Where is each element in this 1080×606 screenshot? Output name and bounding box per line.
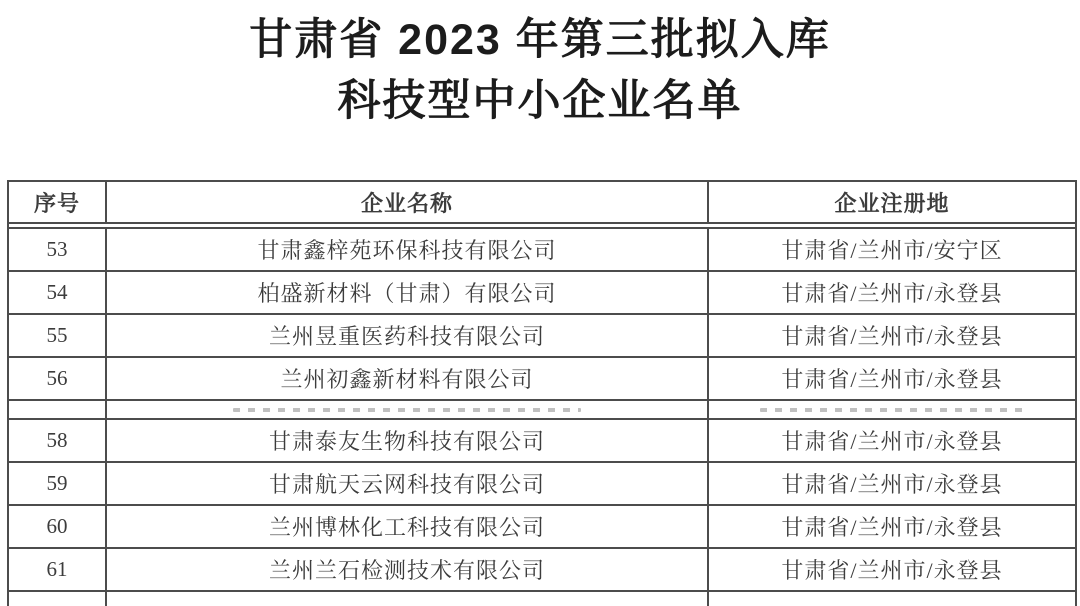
table-row [9, 272, 1075, 315]
row-index: 54 [9, 272, 107, 313]
table-row [9, 506, 1075, 549]
company-name: 兰州初鑫新材料有限公司 [107, 358, 709, 399]
row-index: 59 [9, 463, 107, 504]
registration-place: 甘肃省/兰州市/永登县 [781, 324, 1003, 349]
table-row-cutoff [9, 592, 1075, 606]
page-title [0, 10, 1080, 132]
table-row [9, 549, 1075, 592]
table-row [9, 463, 1075, 506]
table-row [9, 358, 1075, 401]
company-name-cutoff [107, 592, 709, 606]
registration-place-clipped [709, 401, 1075, 418]
company-name: 兰州博林化工科技有限公司 [107, 506, 709, 547]
column-header-company-name: 企业名称 [107, 182, 709, 222]
column-header-index: 序号 [9, 182, 107, 222]
registration-place: 甘肃省/兰州市/永登县 [781, 281, 1003, 306]
registration-place-cutoff [709, 592, 1075, 606]
table-header-row [9, 182, 1075, 224]
company-name: 兰州昱重医药科技有限公司 [107, 315, 709, 356]
clipped-text-artifact [760, 408, 1024, 412]
row-index: 61 [9, 549, 107, 590]
row-index: 56 [9, 358, 107, 399]
company-name: 甘肃鑫梓苑环保科技有限公司 [107, 229, 709, 270]
registration-place: 甘肃省/兰州市/安宁区 [781, 238, 1003, 263]
column-header-registration-place: 企业注册地 [834, 190, 950, 216]
company-name: 甘肃航天云网科技有限公司 [107, 463, 709, 504]
row-index: 58 [9, 420, 107, 461]
page-title-line-2: 科技型中小企业名单 [337, 77, 743, 125]
row-index: 60 [9, 506, 107, 547]
table-row [9, 229, 1075, 272]
row-index-cutoff [9, 592, 107, 606]
registration-place: 甘肃省/兰州市/永登县 [781, 367, 1003, 392]
row-index-clipped [9, 401, 107, 418]
registration-place: 甘肃省/兰州市/永登县 [781, 429, 1003, 454]
registration-place: 甘肃省/兰州市/永登县 [781, 558, 1003, 583]
company-name: 柏盛新材料（甘肃）有限公司 [107, 272, 709, 313]
row-index: 53 [9, 229, 107, 270]
registration-place: 甘肃省/兰州市/永登县 [781, 472, 1003, 497]
table-row-clipped [9, 401, 1075, 420]
company-name: 兰州兰石检测技术有限公司 [107, 549, 709, 590]
clipped-text-artifact [233, 408, 581, 412]
table-row [9, 420, 1075, 463]
registration-place: 甘肃省/兰州市/永登县 [781, 515, 1003, 540]
page-title-line-1: 甘肃省 2023 年第三批拟入库 [249, 16, 831, 64]
table-row [9, 315, 1075, 358]
row-index: 55 [9, 315, 107, 356]
company-name: 甘肃泰友生物科技有限公司 [107, 420, 709, 461]
company-table [7, 180, 1077, 606]
company-name-clipped [107, 401, 709, 418]
